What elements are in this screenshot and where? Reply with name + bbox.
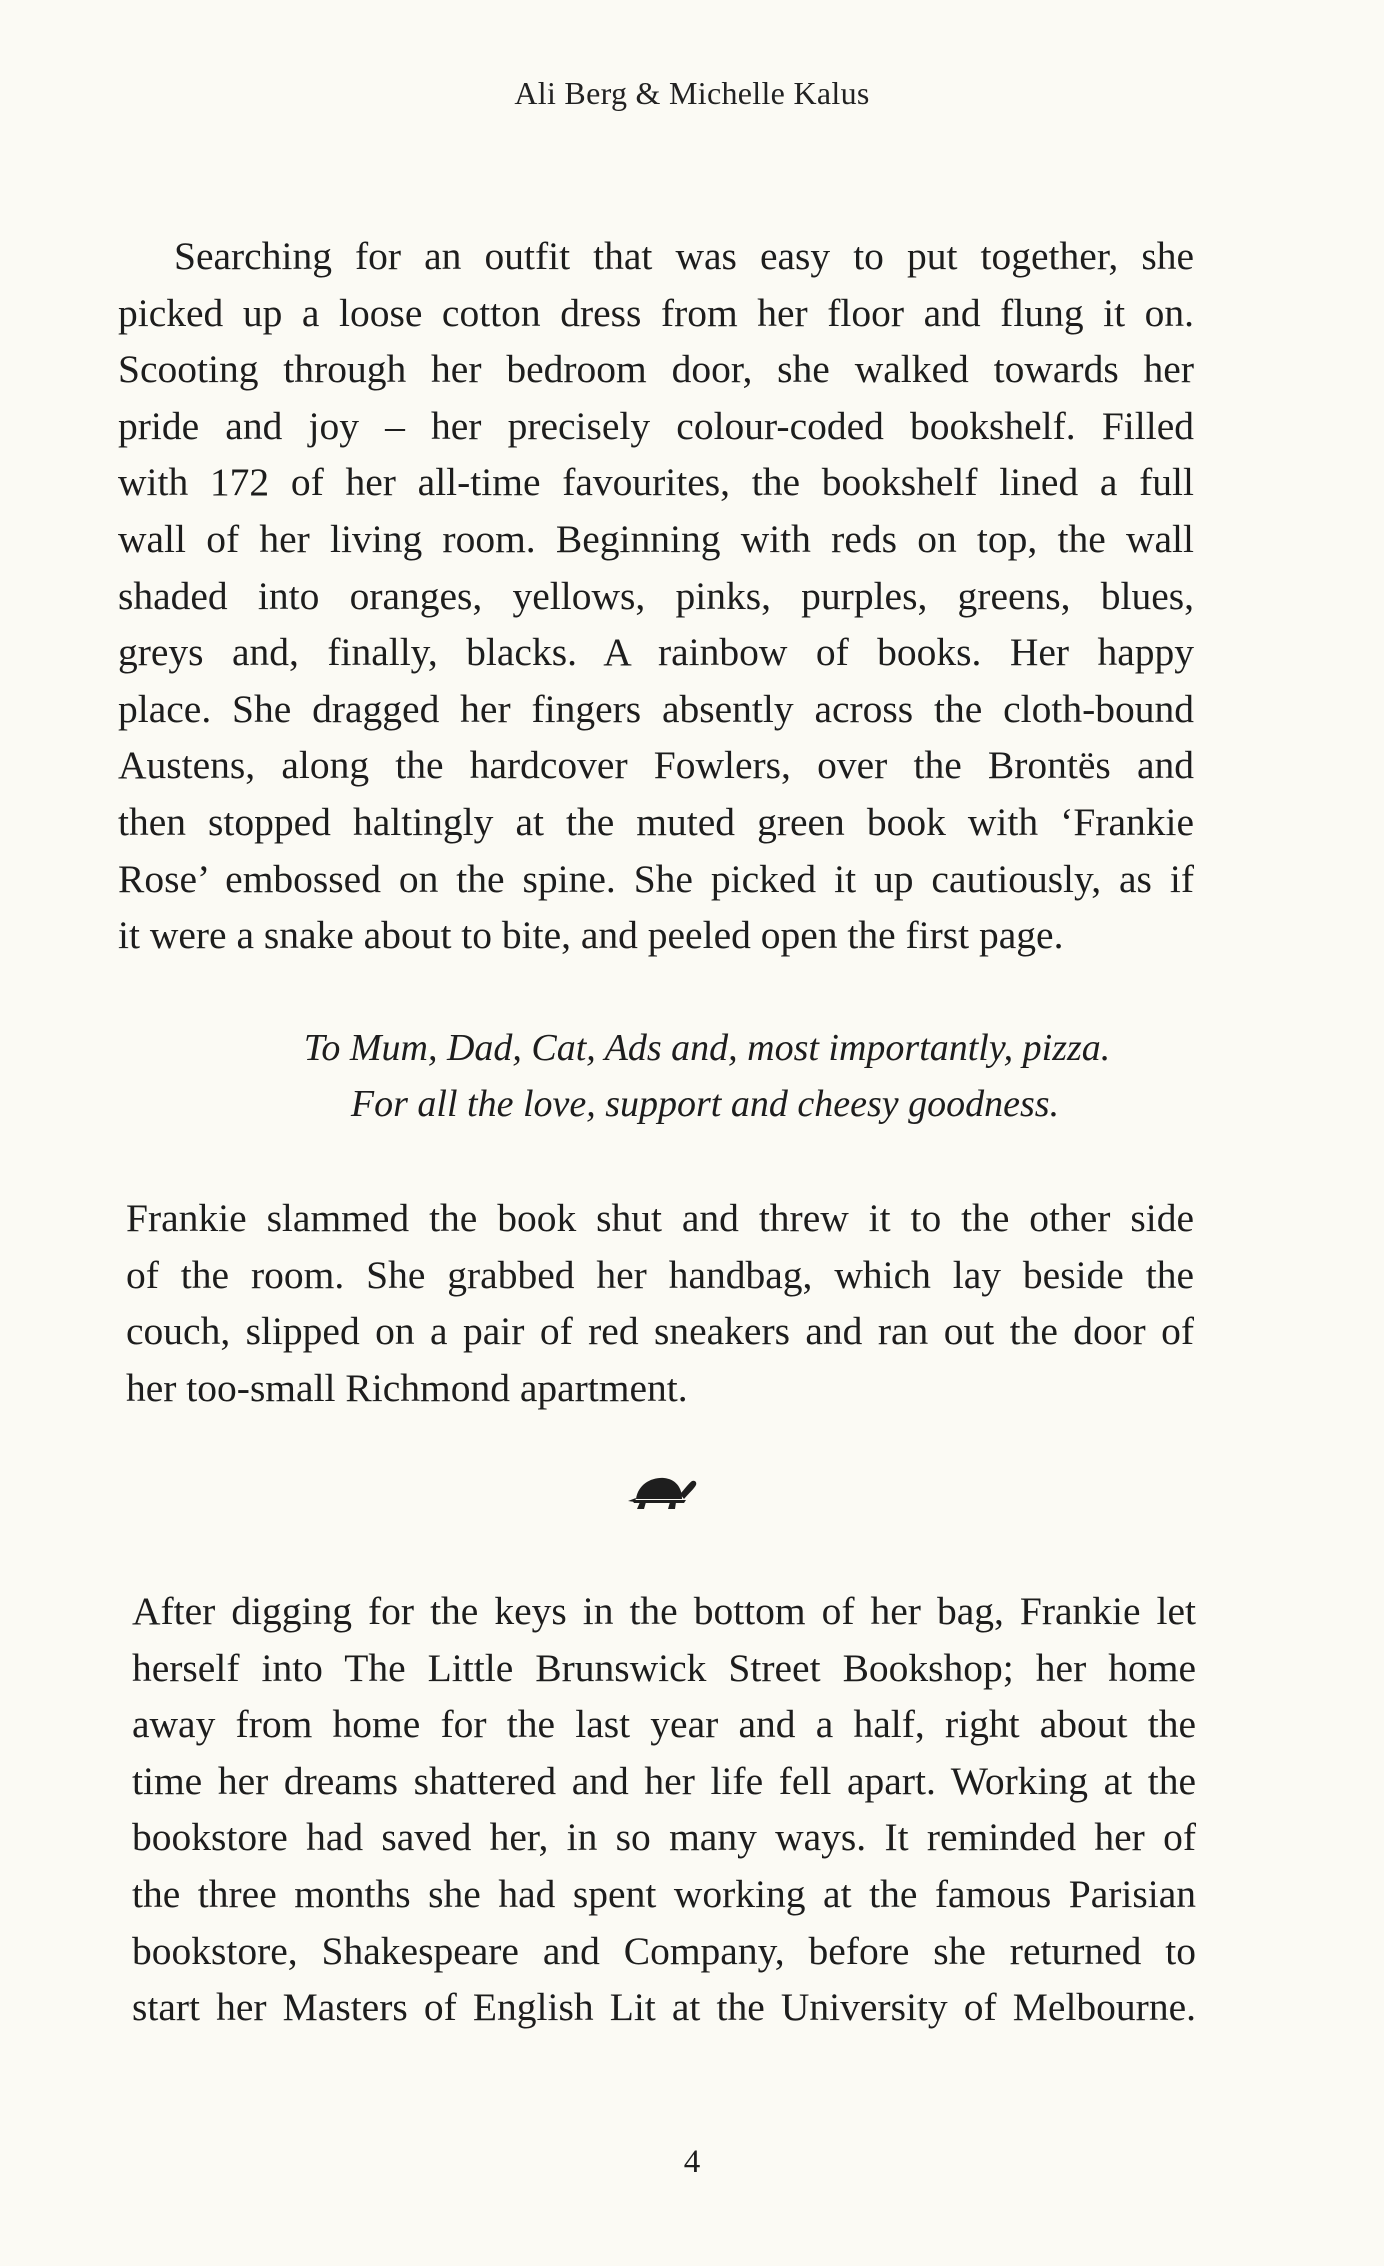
text-line: bookstore, Shakespeare and Company, before she returned to — [132, 1928, 1196, 1973]
text-line: shaded into oranges, yellows, pinks, purples, greens, blues, — [118, 573, 1194, 618]
text-line: Searching for an outfit that was easy to put together, she — [174, 234, 1194, 278]
text-line: wall of her living room. Beginning with reds on top, the wall — [118, 516, 1194, 561]
turtle-icon — [626, 1472, 698, 1512]
text-line: Rose’ embossed on the spine. She picked it up cautiously, as if — [118, 856, 1194, 901]
paragraph-3 — [132, 1583, 1196, 2036]
paragraph-1 — [118, 228, 1194, 964]
text-line: of the room. She grabbed her handbag, which lay beside the — [126, 1252, 1194, 1297]
dedication-epigraph — [0, 1020, 1384, 1132]
text-line: with 172 of her all-time favourites, the bookshelf lined a full — [118, 460, 1194, 505]
page-number: 4 — [683, 2144, 701, 2180]
epigraph-line: For all the love, support and cheesy goodness. — [350, 1083, 1060, 1125]
text-line: place. She dragged her fingers absently across the cloth-bound — [118, 686, 1194, 731]
text-line: couch, slipped on a pair of red sneakers and ran out the door of — [126, 1309, 1194, 1354]
running-head: Ali Berg & Michelle Kalus — [514, 75, 870, 111]
text-line: away from home for the last year and a half, right about the — [132, 1702, 1196, 1747]
text-line: greys and, finally, blacks. A rainbow of books. Her happy — [118, 630, 1194, 675]
text-line: bookstore had saved her, in so many ways. It reminded her of — [132, 1815, 1196, 1860]
paragraph-2 — [126, 1190, 1194, 1416]
text-line: Austens, along the hardcover Fowlers, over the Brontës and — [118, 743, 1194, 788]
text-line: pride and joy – her precisely colour-coded bookshelf. Filled — [118, 403, 1194, 448]
text-line: her too-small Richmond apartment. — [126, 1365, 688, 1410]
text-line: the three months she had spent working at the famous Parisian — [132, 1871, 1196, 1916]
text-line: Scooting through her bedroom door, she walked towards her — [118, 347, 1194, 392]
text-line: herself into The Little Brunswick Street Bookshop; her home — [132, 1645, 1196, 1690]
text-line: Frankie slammed the book shut and threw it to the other side — [126, 1196, 1194, 1240]
text-line: then stopped haltingly at the muted green book with ‘Frankie — [118, 799, 1194, 844]
epigraph-line: To Mum, Dad, Cat, Ads and, most importantly, pizza. — [303, 1027, 1111, 1069]
text-line: picked up a loose cotton dress from her floor and flung it on. — [118, 290, 1194, 335]
text-line: After digging for the keys in the bottom of her bag, Frankie let — [132, 1589, 1196, 1633]
text-line: time her dreams shattered and her life fell apart. Working at the — [132, 1758, 1196, 1803]
text-line: start her Masters of English Lit at the University of Melbourne. — [132, 1985, 1196, 2030]
text-line: it were a snake about to bite, and peeled open the first page. — [118, 913, 1064, 958]
